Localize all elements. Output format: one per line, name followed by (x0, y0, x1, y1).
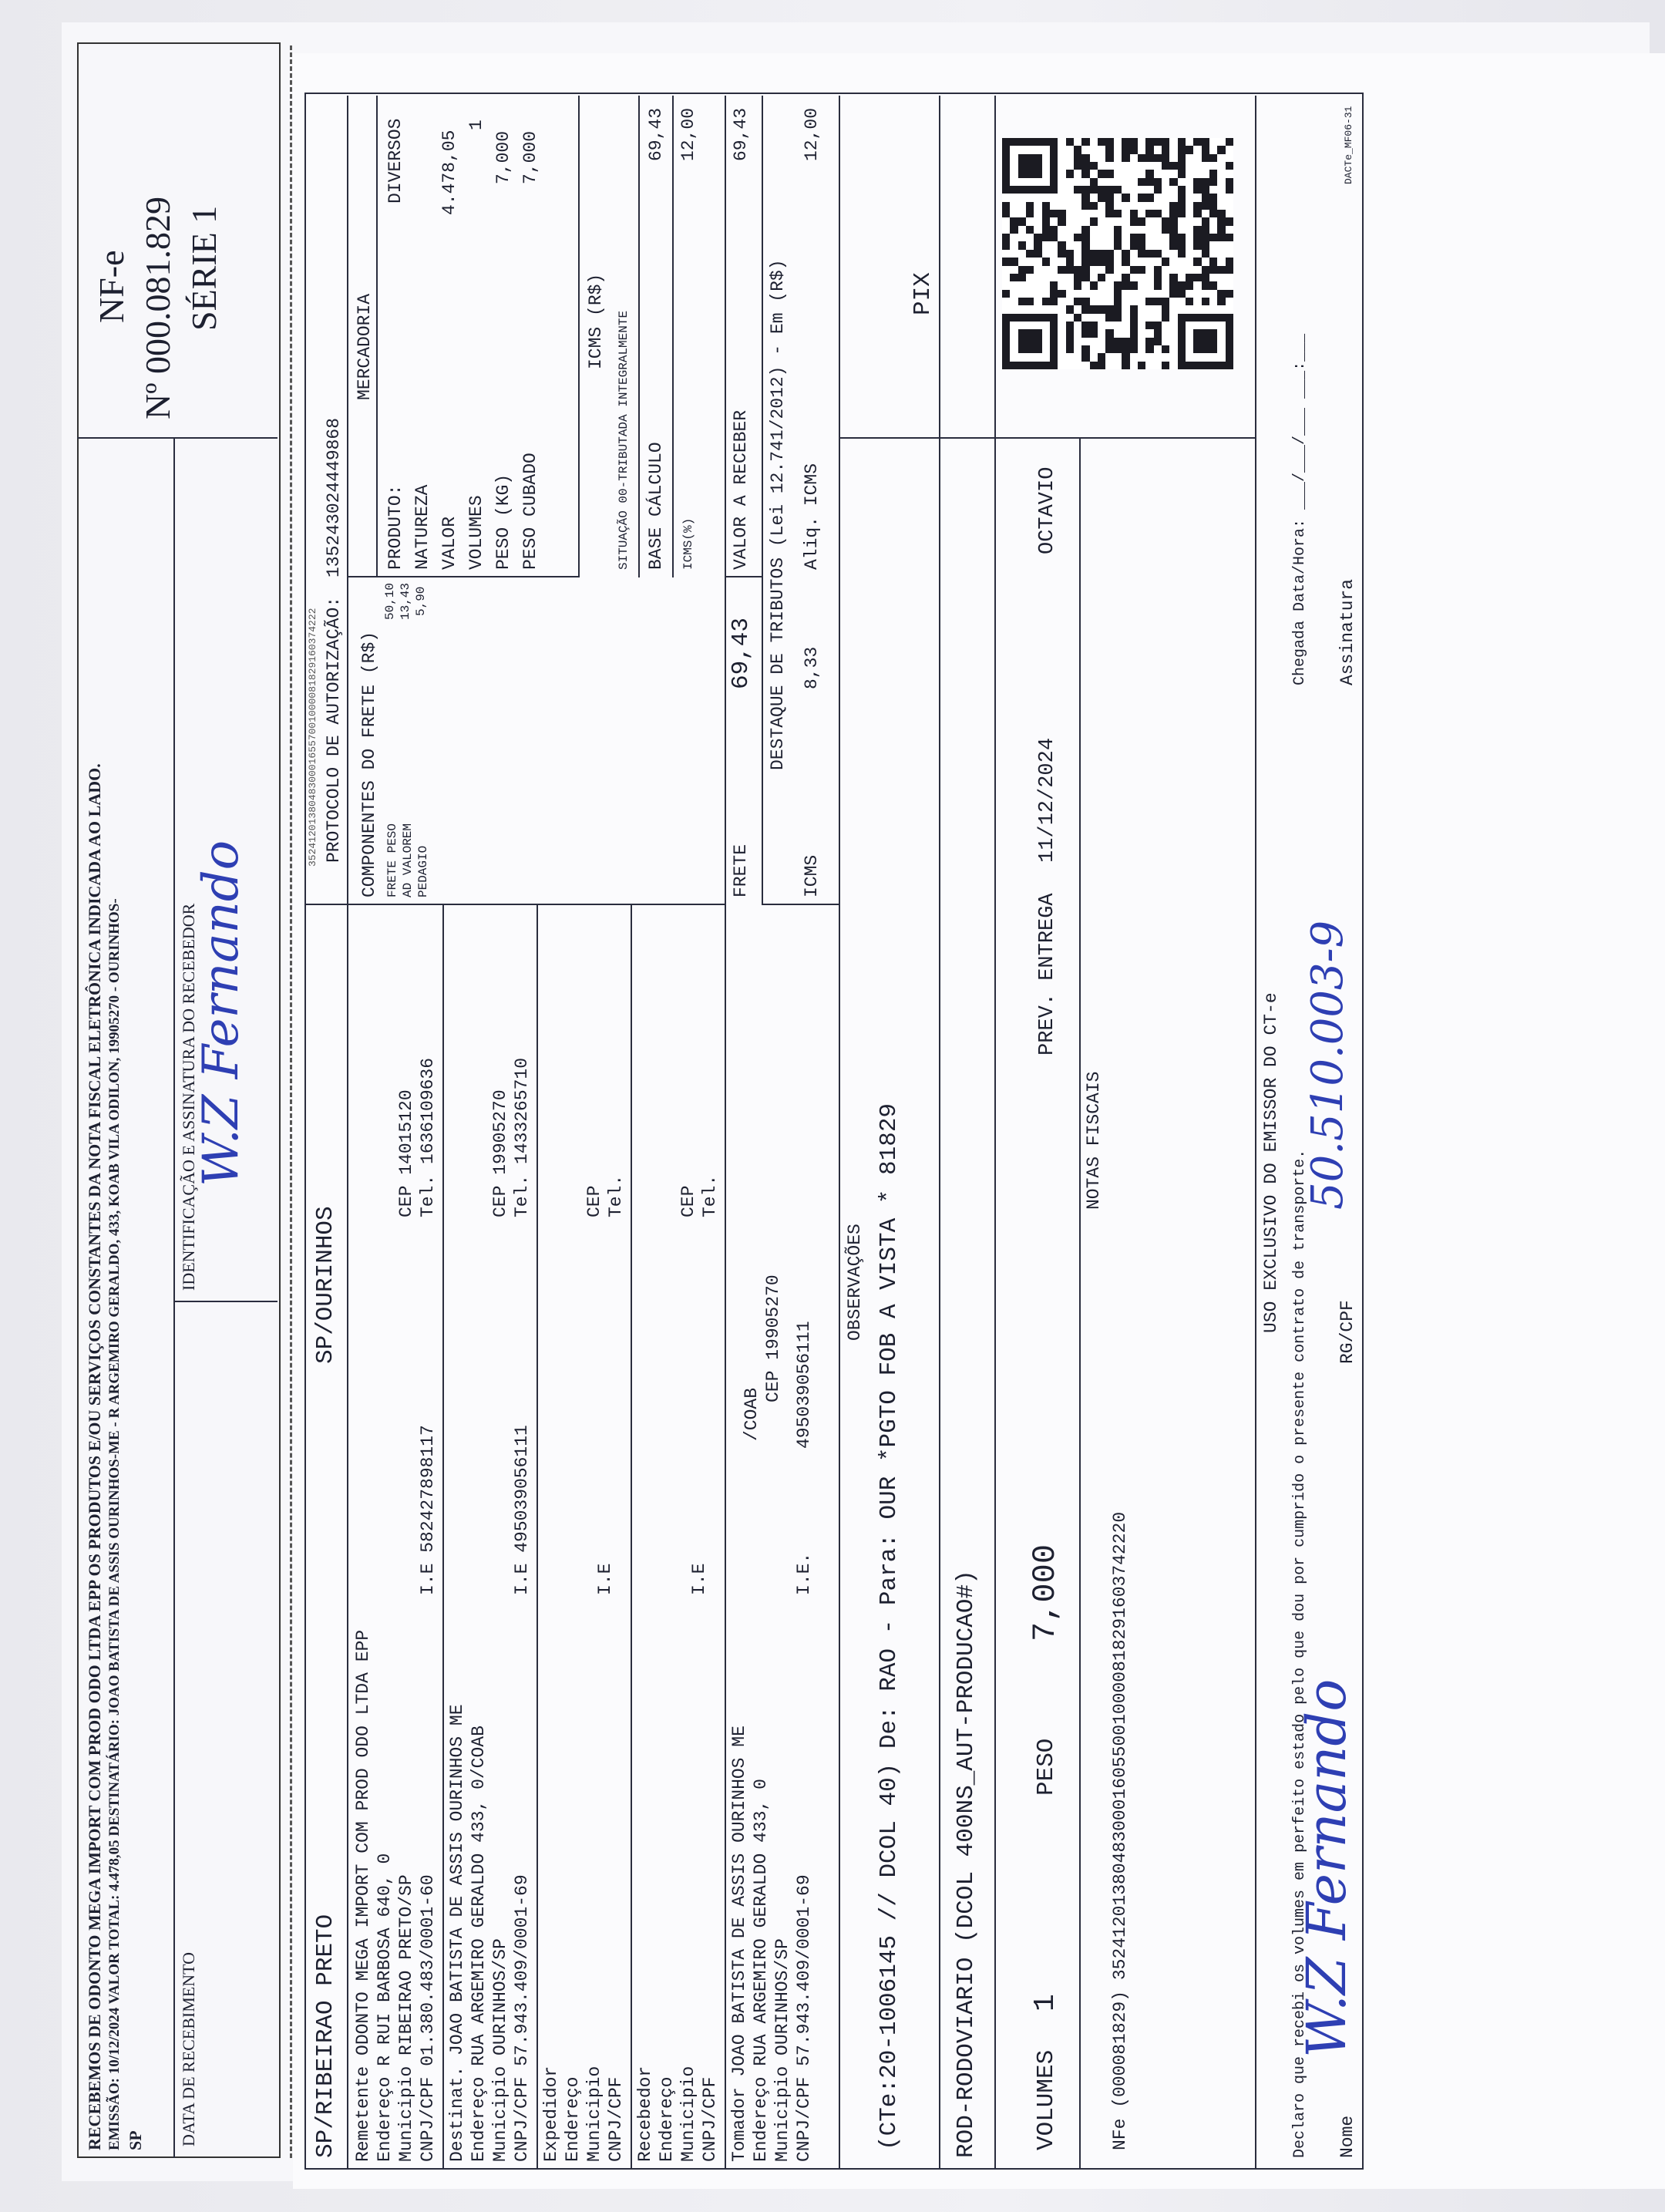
recebedor-l4c: Tel. (700, 1174, 720, 1217)
remetente-l4b: I.E 582427898117 (418, 1425, 438, 1595)
icms-pct-label: ICMS(%) (681, 517, 695, 570)
observacoes-text: (CTe:20-1006145 // DCOL 40) De: RAO - Para: OUR *PGTO FOB A VISTA * 81829 (876, 1103, 903, 2150)
nfe-serie: SÉRIE 1 (184, 205, 224, 331)
valor-receber-label: VALOR A RECEBER (731, 409, 751, 570)
nome-label: Nome (1337, 2115, 1357, 2158)
route-origin: SP/RIBEIRAO PRETO (312, 1914, 339, 2158)
remetente-l2: Endereço R RUI BARBOSA 640, 0 (375, 1853, 395, 2162)
tomador-l4a: CNPJ/CPF 57.943.409/0001-69 (794, 1874, 814, 2162)
data-recebimento-label: DATA DE RECEBIMENTO (179, 1951, 198, 2146)
handwritten-signature: W.Z Fernando (1295, 1678, 1358, 2058)
declaro-text: Declaro que recebi os volumes em perfeito estado pelo que dou por cumprido o presente contrato de transporte. (1291, 1149, 1309, 2158)
destaque-title: DESTAQUE DE TRIBUTOS (Lei 12.741/2012) - Em (R$) (768, 259, 788, 770)
frete-total-label: FRETE (731, 843, 751, 897)
expedidor-l1: Expedidor (541, 2066, 561, 2162)
icms-pct-value: 12,00 (678, 107, 698, 161)
remetente-l4a: CNPJ/CPF 01.380.483/0001-60 (418, 1874, 438, 2162)
frete-item-label: AD VALOREM (401, 823, 415, 897)
driver-name: OCTAVIO (1036, 466, 1059, 554)
destaque-aliq-value: 12,00 (802, 107, 822, 161)
tomador-l3a: Municipio OURINHOS/SP (772, 1938, 792, 2162)
assinatura-label: Assinatura (1337, 578, 1357, 685)
volumes-value: 1 (466, 120, 486, 130)
handwritten-signature: W.Z Fernando (193, 840, 250, 1187)
modal-text: ROD-RODOVIARIO (DCOL 400NS_AUT-PRODUCAO#) (953, 1570, 980, 2158)
tomador-l4c: 495039056111 (794, 1321, 814, 1449)
remetente-l4c: Tel. 1636109636 (418, 1057, 438, 1217)
prev-entrega-value: 11/12/2024 (1036, 737, 1059, 863)
produto-label: PRODUTO: (385, 484, 405, 570)
peso-value: 7,000 (493, 130, 513, 184)
remetente-l3a: Municipio RIBEIRAO PRETO/SP (396, 1874, 416, 2162)
tear-line (290, 45, 292, 2158)
recebedor-l4a: CNPJ/CPF (700, 2076, 720, 2162)
mercadoria-title: MERCADORIA (355, 293, 375, 400)
expedidor-l3b: CEP (584, 1185, 604, 1217)
volumes-row-value: 1 (1029, 1994, 1062, 2012)
nfe-number: Nº 000.081.829 (138, 197, 177, 419)
prev-entrega-label: PREV. ENTREGA (1036, 893, 1059, 1055)
destaque-icms-label: ICMS (802, 854, 822, 897)
rgcpf-label: RG/CPF (1337, 1300, 1357, 1364)
peso-cubado-label: PESO CUBADO (520, 453, 540, 570)
tomador-l2b: /COAB (742, 1387, 762, 1441)
tomador-l4b: I.E. (794, 1552, 814, 1595)
frete-item-label: FRETE PESO (385, 823, 399, 897)
valor-receber-value: 69,43 (731, 107, 751, 161)
form-code: DACTe_MF06-31 (1343, 106, 1354, 184)
nfe-title: NF-e (92, 250, 131, 323)
destaque-icms-value: 8,33 (802, 646, 822, 689)
remetente-l1: Remetente ODONTO MEGA IMPORT COM PROD ODO LTDA EPP (353, 1629, 373, 2162)
frete-item-value: 50,10 (383, 582, 397, 620)
destinatario-l4c: Tel. 1433265710 (512, 1057, 532, 1217)
peso-row-label: PESO (1033, 1738, 1060, 1796)
tomador-l3b: CEP 19905270 (763, 1274, 783, 1402)
handwritten-rg: 50.510.003-9 (1303, 920, 1353, 1210)
observacoes-title: OBSERVAÇÕES (845, 1224, 865, 1341)
tomador-l1: Tomador JOAO BATISTA DE ASSIS OURINHOS ME (729, 1725, 749, 2162)
stub-line2: EMISSÃO: 10/12/2024 VALOR TOTAL: 4.478,05 DESTINATÁRIO: JOAO BATISTA DE ASSIS OURINHOS-ME - R ARGEMIRO GERALDO, 433, KOAB VILA ODILON, 19905270 - OURINHOS- (106, 898, 123, 2150)
peso-row-value: 7,000 (1027, 1544, 1064, 1641)
volumes-label: VOLUMES (466, 495, 486, 570)
destinatario-l3a: Municipio OURINHOS/SP (490, 1938, 510, 2162)
remetente-l3b: CEP 14015120 (396, 1089, 416, 1217)
pix-qr-code (1002, 138, 1233, 369)
frete-total-value: 69,43 (728, 617, 755, 689)
peso-cubado-value: 7,000 (520, 130, 540, 184)
recebedor-l3b: CEP (678, 1185, 698, 1217)
destaque-aliq-label: Aliq. ICMS (802, 463, 822, 570)
icms-title: ICMS (R$) (586, 273, 606, 369)
produto-value: DIVERSOS (385, 118, 405, 204)
uso-exclusivo-title: USO EXCLUSIVO DO EMISSOR DO CT-e (1261, 992, 1281, 1333)
expedidor-l3a: Municipio (584, 2066, 604, 2162)
stub-line3: SP (126, 2130, 145, 2150)
tomador-l2a: Endereço RUA ARGEMIRO GERALDO 433, 0 (751, 1779, 771, 2162)
notas-title: NOTAS FISCAIS (1084, 1071, 1104, 1210)
valor-value: 4.478,05 (439, 130, 459, 215)
valor-label: VALOR (439, 516, 459, 570)
identificacao-label: IDENTIFICAÇÃO E ASSINATURA DO RECEBEDOR (179, 903, 198, 1291)
base-calculo-value: 69,43 (646, 107, 666, 161)
pix-label: PIX (910, 272, 937, 315)
recebedor-l2: Endereço (657, 2076, 677, 2162)
frete-item-value: 13,43 (399, 582, 412, 620)
base-calculo-label: BASE CÁLCULO (646, 442, 666, 570)
frete-item-value: 5,90 (414, 586, 428, 616)
expedidor-l4c: Tel. (606, 1174, 626, 1217)
expedidor-l4b: I.E (595, 1563, 615, 1595)
destinatario-l3b: CEP 19905270 (490, 1089, 510, 1217)
destinatario-l2: Endereço RUA ARGEMIRO GERALDO 433, 0/COAB (469, 1725, 489, 2162)
recebedor-l1: Recebedor (635, 2066, 655, 2162)
destinatario-l4b: I.E 495039056111 (512, 1425, 532, 1595)
protocol-label: PROTOCOLO DE AUTORIZAÇÃO: (324, 596, 344, 863)
destinatario-l4a: CNPJ/CPF 57.943.409/0001-69 (512, 1874, 532, 2162)
expedidor-l4a: CNPJ/CPF (606, 2076, 626, 2162)
frete-item-label: PEDAGIO (416, 845, 430, 897)
handwritten-signature (1156, 665, 1157, 670)
recebedor-l4b: I.E (689, 1563, 709, 1595)
natureza-label: NATUREZA (412, 484, 432, 570)
notas-text: NFe (000081829) 35241201380483000160550010000818291603742220 (1110, 1511, 1130, 2150)
icms-situacao: SITUAÇÃO 00-TRIBUTADA INTEGRALMENTE (617, 310, 631, 570)
recebedor-l3a: Municipio (678, 2066, 698, 2162)
expedidor-l2: Endereço (563, 2076, 583, 2162)
stub-line1: RECEBEMOS DE ODONTO MEGA IMPORT COM PROD ODO LTDA EPP OS PRODUTOS E/OU SERVIÇOS CONSTANTES DA NOTA FISCAL ELETRÔNICA INDICADA AO LADO. (85, 763, 104, 2150)
route-destination: SP/OURINHOS (312, 1206, 339, 1364)
frete-components-title: COMPONENTES DO FRETE (R$) (359, 631, 379, 897)
protocol-value: 135243024449868 (324, 417, 344, 577)
peso-label: PESO (KG) (493, 473, 513, 570)
volumes-row-label: VOLUMES (1033, 2049, 1060, 2150)
access-key-strip: 3524120138048300016557001000081829160374222 (307, 608, 318, 867)
chegada-text: Chegada Data/Hora: ___/___/___ ___:___ (1291, 333, 1309, 685)
destinatario-l1: Destinat. JOAO BATISTA DE ASSIS OURINHOS ME (447, 1704, 467, 2162)
